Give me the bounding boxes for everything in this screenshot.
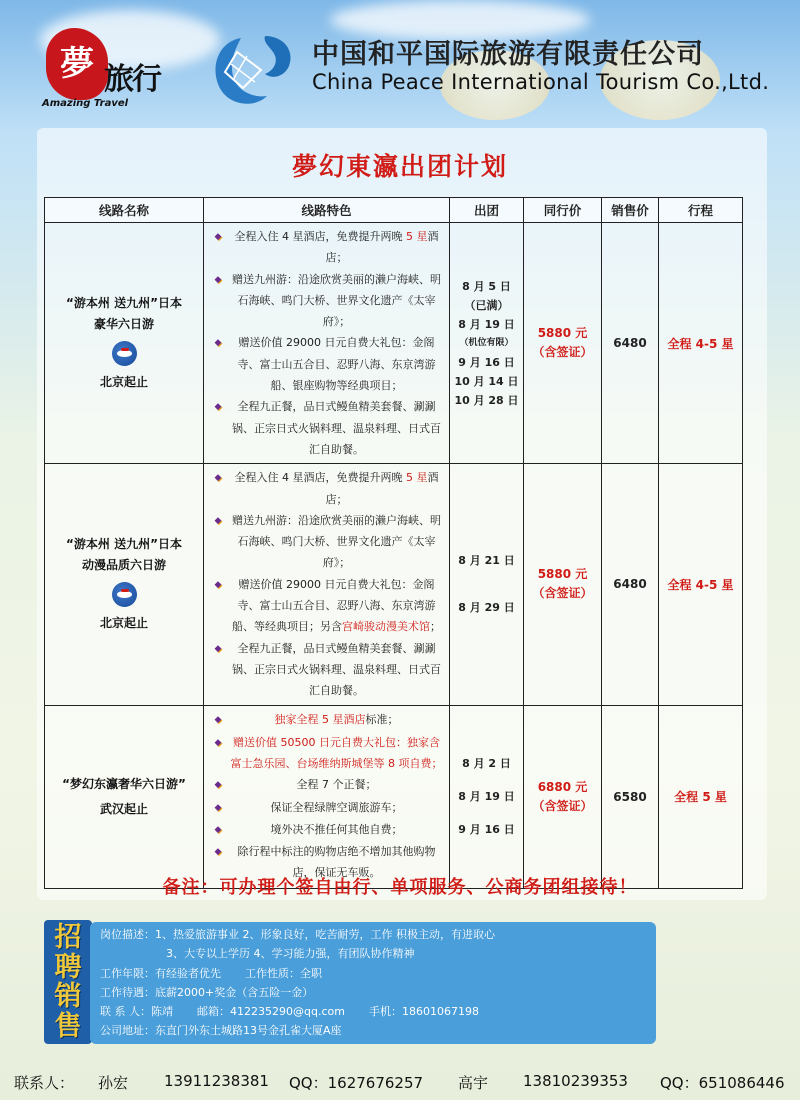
feature-text: ； [430, 620, 441, 634]
route-row [45, 705, 743, 888]
brand-script: 旅行 [104, 62, 160, 97]
brand-tagline: Amazing Travel [42, 98, 129, 109]
peer-price-note: （含签证） [532, 345, 593, 360]
feature-item [208, 269, 445, 333]
feature-text: 独家全程 5 星酒店 [274, 713, 366, 727]
contact-label: 联 系 人： [100, 1005, 151, 1019]
recruit-section [44, 920, 656, 1044]
header-departure: 出团 [450, 198, 524, 223]
recruit-details [90, 922, 656, 1044]
route-row [45, 464, 743, 705]
nature-label: 工作性质： [245, 966, 300, 980]
feature-item [208, 732, 445, 775]
mobile-label: 手机： [368, 1005, 402, 1019]
peer-price-cell [524, 223, 602, 464]
email-label: 邮箱： [197, 1005, 230, 1019]
company-name-cn: 中国和平国际旅游有限责任公司 [312, 39, 704, 70]
email-link[interactable]: 412235290@qq.com [230, 1005, 345, 1019]
contact1-qq: QQ：1627676257 [289, 1074, 424, 1092]
peer-price: 5880 元 [537, 567, 588, 582]
route-features-cell [204, 223, 450, 464]
diamond-bullet-icon [208, 226, 228, 248]
route-row [45, 223, 743, 464]
feature-text: 除行程中标注的购物店绝不增加其他购物店，保证无车贩。 [237, 845, 436, 880]
diamond-bullet-icon [208, 819, 228, 841]
route-departure-city: 武汉起止 [99, 801, 148, 816]
feature-text: 全程 7 个正餐； [296, 778, 377, 792]
departure-date: （已满） [464, 298, 509, 312]
route-dates-cell [450, 223, 524, 464]
job-description-cont [100, 944, 646, 963]
peer-price-cell [524, 705, 602, 888]
feature-item [208, 797, 445, 819]
feature-text: 标准； [365, 713, 399, 727]
feature-item [208, 332, 445, 396]
peer-price: 5880 元 [537, 326, 588, 341]
route-dates-cell [450, 705, 524, 888]
table-header-row [45, 198, 743, 223]
feature-text: 保证全程绿牌空调旅游车； [270, 800, 403, 814]
feature-item [208, 574, 445, 638]
feature-text: 酒店； [325, 471, 439, 506]
departure-date: 8 月 2 日 [462, 757, 511, 771]
company-logo-icon [203, 30, 303, 110]
airline-logo-icon [112, 341, 137, 366]
job-contact [100, 1002, 646, 1021]
diamond-bullet-icon [208, 774, 228, 796]
job-description-line: 1、热爱旅游事业 2、形象良好，吃苦耐劳，工作 积极主动，有进取心 [155, 928, 495, 941]
years-value: 有经验者优先 [155, 966, 221, 980]
company-name-en: China Peace International Tourism Co.,Ltd. [312, 70, 770, 94]
departure-date: 10 月 28 日 [454, 393, 519, 407]
departure-date: 9 月 16 日 [458, 823, 515, 837]
badge-char: 聘 [54, 951, 82, 983]
diamond-bullet-icon [208, 332, 228, 354]
feature-text: 全程九正餐，品日式鳗鱼精美套餐、涮涮锅、正宗日式火锅料理、温泉料理、日式百汇自助餐。 [232, 641, 441, 698]
feature-item [208, 709, 445, 731]
header [0, 0, 800, 125]
mobile-value: 18601067198 [401, 1005, 479, 1019]
feature-text: 赠送价值 50500 日元自费大礼包：独家含富士急乐园、台场维纳斯城堡等 8 项自费； [230, 735, 443, 770]
nature-value: 全职 [300, 966, 322, 980]
sale-price: 6480 [602, 464, 659, 705]
itinerary-hotel-level: 全程 4-5 星 [659, 464, 743, 705]
departure-date: 8 月 29 日 [458, 601, 515, 615]
job-pay [100, 983, 646, 1002]
peer-price: 6880 元 [537, 779, 588, 794]
header-peer-price: 同行价 [524, 198, 602, 223]
sale-price: 6580 [602, 705, 659, 888]
header-route-name: 线路名称 [45, 198, 204, 223]
departure-date: 10 月 14 日 [454, 374, 519, 388]
company-address [100, 1021, 646, 1040]
footer-label: 联系人： [14, 1074, 75, 1092]
feature-text: 宫崎骏动漫美术馆 [342, 620, 430, 634]
diamond-bullet-icon [208, 732, 228, 754]
recruit-badge [44, 920, 92, 1044]
route-name: “梦幻东瀛奢华六日游” [62, 776, 186, 791]
badge-char: 售 [54, 1010, 82, 1042]
itinerary-hotel-level: 全程 5 星 [659, 705, 743, 888]
route-name: 动漫品质六日游 [81, 558, 166, 573]
routes-table [44, 197, 743, 889]
header-features: 线路特色 [204, 198, 450, 223]
feature-text: 全程入住 4 星酒店，免费提升两晚 [234, 471, 406, 485]
feature-item [208, 638, 445, 702]
job-years-nature [100, 964, 646, 983]
feature-text: 赠送九州游：沿途欣赏美丽的濑户海峡、明石海峡、鸣门大桥、世界文化遗产《太宰府》； [232, 272, 441, 329]
route-name: “游本州 送九州”日本 [66, 296, 182, 311]
feature-text: 赠送价值 29000 日元自费大礼包：金阁寺、富士山五合目、忍野八海、东京湾游船、银座购物等经典项目； [237, 336, 436, 393]
job-description-line: 3、大专以上学历 4、学习能力强，有团队协作精神 [166, 947, 415, 961]
contact2-name: 高宇 [458, 1074, 489, 1092]
badge-char: 销 [54, 981, 82, 1013]
pay-value: 底薪2000+奖金（含五险一金） [155, 985, 314, 999]
feature-text: 赠送价值 29000 日元自费大礼包：金阁寺、富士山五合目、忍野八海、东京湾游船、等经典项目；另含 [232, 577, 436, 634]
job-description [100, 925, 646, 944]
feature-text: 5 星 [406, 471, 428, 485]
route-name: “游本州 送九州”日本 [66, 537, 182, 552]
peer-price-note: （含签证） [532, 586, 593, 601]
feature-item [208, 510, 445, 574]
sale-price: 6480 [602, 223, 659, 464]
peer-price-cell [524, 464, 602, 705]
feature-item [208, 774, 445, 796]
departure-date: （机位有限） [459, 337, 514, 348]
diamond-bullet-icon [208, 467, 228, 489]
route-features-cell [204, 464, 450, 705]
brand-logo [38, 22, 173, 117]
diamond-bullet-icon [208, 709, 228, 731]
plan-title: 夢幻東瀛出团计划 [291, 152, 508, 181]
contact1-name: 孙宏 [98, 1074, 129, 1092]
header-sale-price: 销售价 [602, 198, 659, 223]
peer-price-note: （含签证） [532, 798, 593, 813]
route-name: 豪华六日游 [93, 317, 154, 332]
address-label: 公司地址： [100, 1024, 155, 1038]
feature-text: 赠送九州游：沿途欣赏美丽的濑户海峡、明石海峡、鸣门大桥、世界文化遗产《太宰府》； [232, 513, 441, 570]
itinerary-hotel-level: 全程 4-5 星 [659, 223, 743, 464]
departure-date: 8 月 19 日 [458, 317, 515, 331]
route-departure-city: 北京起止 [99, 616, 148, 631]
route-departure-city: 北京起止 [99, 375, 148, 390]
feature-item [208, 396, 445, 460]
feature-text: 全程九正餐，品日式鳗鱼精美套餐、涮涮锅、正宗日式火锅料理、温泉料理、日式百汇自助餐。 [232, 400, 441, 456]
route-name-cell [45, 223, 204, 464]
contact2-phone: 13810239353 [523, 1072, 628, 1090]
badge-char: 招 [54, 922, 82, 954]
diamond-bullet-icon [208, 510, 228, 532]
contact-value: 陈靖 [151, 1005, 173, 1019]
diamond-bullet-icon [208, 638, 228, 660]
departure-date: 8 月 19 日 [458, 790, 515, 804]
departure-date: 9 月 16 日 [458, 355, 515, 369]
header-itinerary: 行程 [659, 198, 743, 223]
route-name-cell [45, 705, 204, 888]
job-description-label: 岗位描述： [100, 928, 155, 941]
feature-item [208, 467, 445, 510]
diamond-bullet-icon [208, 841, 228, 863]
departure-date: 8 月 21 日 [458, 554, 515, 568]
contact1-phone: 13911238381 [164, 1072, 269, 1090]
route-name-cell [45, 464, 204, 705]
footer-contacts [0, 1064, 800, 1100]
brand-seal: 夢 [46, 28, 108, 100]
airline-logo-icon [112, 582, 137, 607]
feature-text: 5 星 [406, 230, 428, 243]
feature-item [208, 819, 445, 841]
remark: 备注：可办理个签自由行、单项服务、公商务团组接待！ [162, 877, 638, 898]
pay-label: 工作待遇： [100, 985, 155, 999]
route-dates-cell [450, 464, 524, 705]
diamond-bullet-icon [208, 396, 228, 418]
feature-text: 境外决不推任何其他自费； [270, 822, 403, 836]
diamond-bullet-icon [208, 574, 228, 596]
address-value: 东直门外东土城路13号金孔雀大厦A座 [155, 1024, 342, 1038]
diamond-bullet-icon [208, 797, 228, 819]
contact2-qq: QQ：651086446 [660, 1074, 785, 1092]
diamond-bullet-icon [208, 269, 228, 291]
feature-item [208, 226, 445, 269]
years-label: 工作年限： [100, 966, 155, 980]
feature-text: 全程入住 4 星酒店，免费提升两晚 [234, 230, 406, 243]
feature-text: 酒店； [325, 230, 439, 265]
route-features-cell [204, 705, 450, 888]
departure-date: 8 月 5 日 [462, 279, 511, 293]
